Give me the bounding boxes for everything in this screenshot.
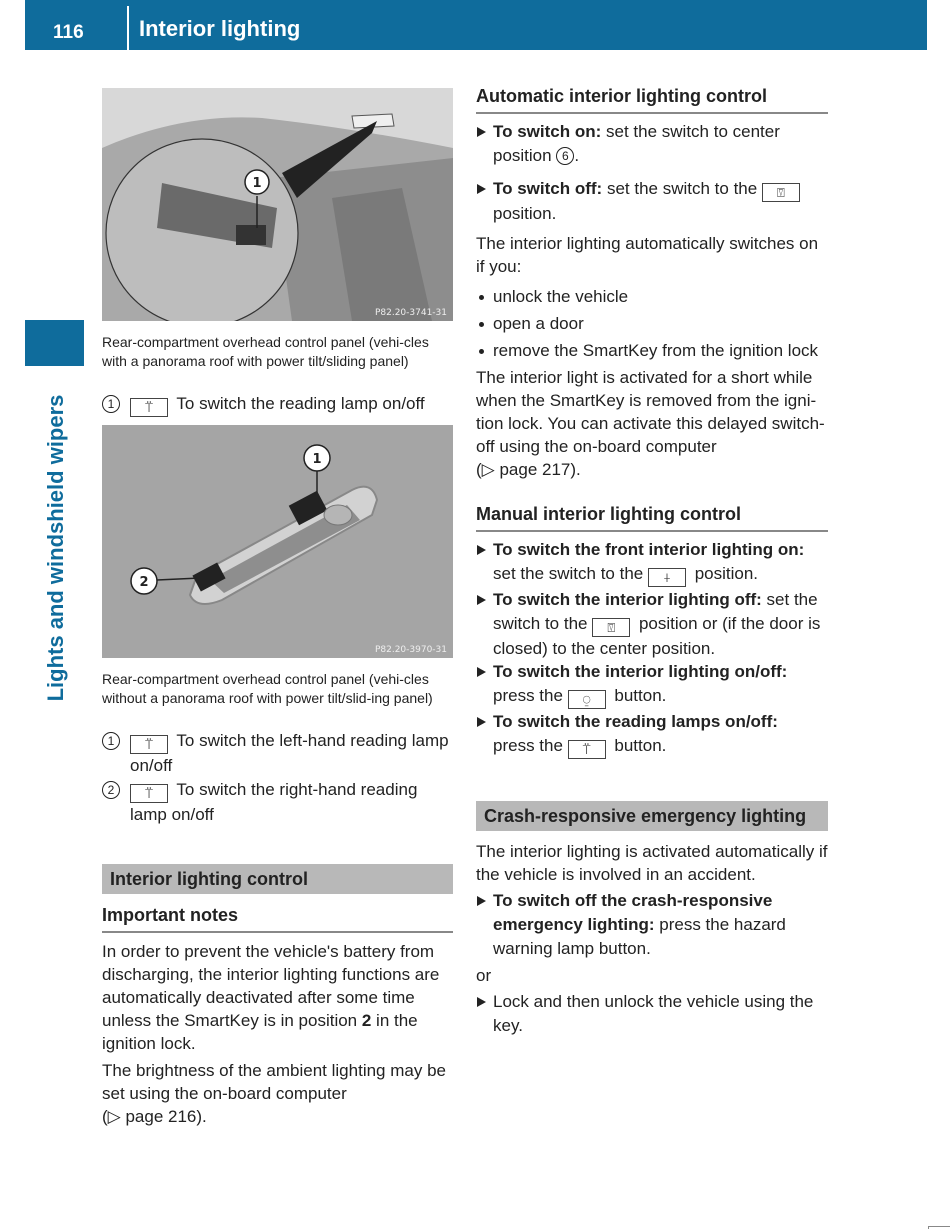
- position-number: 2: [361, 1011, 372, 1030]
- bullet-text: remove the SmartKey from the ignition lock: [493, 341, 819, 360]
- step-text: position or (if the door is closed) to the center position.: [493, 614, 821, 658]
- legend-text: To switch the reading lamp on/off: [176, 394, 425, 413]
- step-text: button.: [609, 736, 667, 755]
- reading-lamp-icon: ⍡: [130, 784, 168, 803]
- chapter-title: Lights and windshield wipers: [43, 394, 68, 702]
- header-divider: [127, 6, 129, 50]
- figure1-caption: Rear-compartment overhead control panel (vehi-cles with a panorama roof with power tilt/sliding panel): [102, 334, 429, 369]
- step-text: button.: [609, 686, 667, 705]
- off-switch-icon: ⍔: [592, 618, 630, 637]
- subheading-important-notes: Important notes: [102, 903, 453, 933]
- step-text: position.: [689, 564, 759, 583]
- bullet-dot: [479, 295, 484, 300]
- step-arrow-icon: [477, 127, 486, 137]
- figure-no-panorama-roof-illustration: [102, 425, 453, 658]
- figure-no-panorama-roof: [102, 425, 453, 658]
- step-text: press the: [493, 736, 568, 755]
- step-text: Lock and then unlock the vehicle using the key.: [493, 992, 814, 1035]
- step-arrow-icon: [477, 997, 486, 1007]
- reading-lamp-icon: ⍡: [568, 740, 606, 759]
- figure1-marker-1: 1: [252, 176, 262, 191]
- section-heading-crash-lighting: Crash-responsive emergency lighting: [476, 801, 828, 831]
- step-label: To switch the interior lighting off:: [493, 590, 762, 609]
- step-text: position.: [493, 204, 557, 223]
- bullet-remove-key: [476, 339, 818, 363]
- step-label: To switch on:: [493, 122, 602, 141]
- step-text: press the: [493, 686, 568, 705]
- legend-text: To switch the left-hand reading lamp on/off: [130, 731, 449, 775]
- step-arrow-icon: [477, 896, 486, 906]
- figure2-marker-1: 1: [312, 452, 322, 467]
- step-interior-lighting-off: [476, 588, 828, 661]
- figure2-legend-item-2: [102, 778, 453, 826]
- page-reference: (▷ page 216).: [102, 1107, 207, 1126]
- off-switch-icon: ⍔: [762, 183, 800, 202]
- bullet-text: unlock the vehicle: [493, 287, 629, 306]
- step-front-lighting-on: [476, 538, 828, 587]
- heading-automatic-control: Automatic interior lighting control: [476, 84, 828, 114]
- section-heading-interior-lighting-control: Interior lighting control: [102, 864, 453, 894]
- chapter-tab-marker: [25, 320, 84, 366]
- step-arrow-icon: [477, 545, 486, 555]
- figure-panorama-roof-illustration: [102, 88, 453, 321]
- bullet-open-door: [476, 312, 584, 336]
- bullet-dot: [479, 322, 484, 327]
- step-label: To switch the front interior lighting on:: [493, 540, 805, 559]
- figure-panorama-roof: [102, 88, 453, 321]
- reading-lamp-icon: ⍡: [130, 735, 168, 754]
- step-text: press the hazard warning lamp button.: [493, 915, 786, 958]
- important-notes-paragraph-1: [102, 940, 453, 1055]
- step-label: To switch the interior lighting on/off:: [493, 662, 788, 681]
- figure1-legend-item-1: [102, 392, 453, 417]
- or-text: or: [476, 966, 492, 985]
- step-switch-off: [476, 177, 828, 226]
- page-number: 116: [53, 22, 84, 43]
- paragraph-text: The interior light is activated for a short while when the SmartKey is removed from the igni-tion lock. You can activate this delayed switch-off using the on-board computer: [476, 368, 825, 456]
- step-switch-off-crash-lighting: [476, 889, 828, 961]
- step-label: To switch the reading lamps on/off:: [493, 712, 778, 731]
- figure2-caption: Rear-compartment overhead control panel (vehi-cles without a panorama roof with power tilt/slid-ing panel): [102, 671, 433, 706]
- step-interior-lighting-on-off: [476, 660, 828, 709]
- step-label: To switch off the crash-responsive emergency lighting:: [493, 891, 773, 934]
- page-reference: (▷ page 217).: [476, 460, 581, 479]
- front-light-icon: ⍭: [648, 568, 686, 587]
- bullet-dot: [479, 349, 484, 354]
- important-notes-paragraph-2: [102, 1059, 453, 1128]
- reading-lamp-icon: ⍡: [130, 398, 168, 417]
- legend-number: 1: [102, 395, 120, 413]
- step-text: set the switch to the: [493, 590, 818, 633]
- legend-text: To switch the right-hand reading lamp on/off: [130, 780, 418, 824]
- figure2-marker-2: 2: [139, 575, 149, 590]
- position-6-marker: 6: [556, 147, 574, 165]
- delay-paragraph: [476, 366, 828, 481]
- bullet-text: open a door: [493, 314, 584, 333]
- step-arrow-icon: [477, 595, 486, 605]
- legend-number: 2: [102, 781, 120, 799]
- step-arrow-icon: [477, 667, 486, 677]
- legend-number: 1: [102, 732, 120, 750]
- step-switch-on: To switch on: set the switch to center position 6 .: [476, 120, 828, 168]
- figure2-code: P82.20-3970-31: [374, 645, 447, 655]
- step-arrow-icon: [477, 717, 486, 727]
- figure2-legend-item-1: [102, 729, 453, 777]
- step-text: set the switch to the: [493, 564, 648, 583]
- paragraph-text: in the ignition lock.: [102, 1011, 418, 1053]
- page-title: Interior lighting: [139, 16, 301, 41]
- heading-manual-control: Manual interior lighting control: [476, 502, 828, 532]
- step-label: To switch off:: [493, 179, 603, 198]
- step-reading-lamps-on-off: [476, 710, 828, 759]
- step-lock-unlock: [476, 990, 828, 1038]
- step-text: set the switch to the: [602, 179, 762, 198]
- paragraph-text: The brightness of the ambient lighting may be set using the on-board computer: [102, 1061, 446, 1103]
- paragraph-text: In order to prevent the vehicle's battery from discharging, the interior lighting functions are automatically deactivated after some time unless the SmartKey is in position: [102, 942, 440, 1030]
- step-arrow-icon: [477, 184, 486, 194]
- crash-paragraph: The interior lighting is activated automatically if the vehicle is involved in an accident.: [476, 842, 828, 884]
- figure1-code: P82.20-3741-31: [374, 308, 447, 318]
- step-text: set the switch to center position: [493, 122, 780, 165]
- interior-light-icon: ⍜: [568, 690, 606, 709]
- bullet-unlock: [476, 285, 628, 309]
- page-header: [25, 0, 927, 50]
- auto-lighting-paragraph: The interior lighting automatically switches on if you:: [476, 234, 819, 276]
